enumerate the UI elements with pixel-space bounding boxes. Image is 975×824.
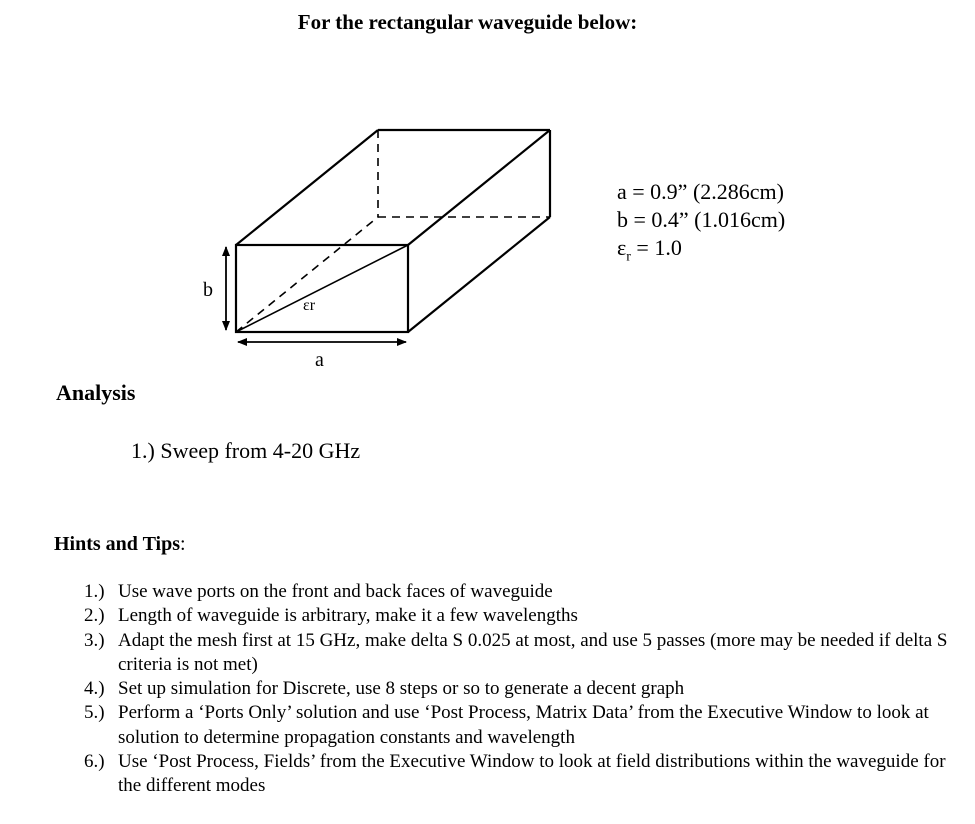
list-item: 5.) Perform a ‘Ports Only’ solution and use ‘Post Process, Matrix Data’ from the Executive Window to look at solution to determine propagation constants and wavelength — [84, 702, 929, 748]
list-item: 4.) Set up simulation for Discrete, use 8 steps or so to generate a decent graph — [84, 678, 685, 700]
diagonal-line — [236, 245, 408, 332]
hidden-edge-depth — [236, 217, 378, 332]
analysis-list — [131, 438, 360, 464]
label-er: εr — [303, 297, 316, 314]
param-er: $\varepsilon_r = 1.0$ — [617, 235, 682, 265]
list-item: 2.) Length of waveguide is arbitrary, make it a few wavelengths — [84, 605, 578, 627]
depth-edge-top-left — [236, 130, 378, 245]
depth-edge-top-right — [408, 130, 550, 245]
param-a: a = 0.9” (2.286cm) — [617, 179, 784, 204]
label-a: a — [315, 349, 324, 371]
list-item: 1.) Sweep from 4-20 GHz — [131, 438, 361, 463]
label-b: b — [203, 279, 213, 301]
list-item: 6.) Use ‘Post Process, Fields’ from the Executive Window to look at field distributions within the waveguide for the different modes — [84, 751, 946, 797]
param-b: b = 0.4” (1.016cm) — [617, 207, 786, 232]
hints-list — [84, 580, 954, 799]
depth-edge-bottom-right — [408, 217, 550, 332]
list-item: 3.) Adapt the mesh first at 15 GHz, make delta S 0.025 at most, and use 5 passes (more may be needed if delta S criteria is not met) — [84, 629, 948, 675]
analysis-heading: Analysis — [56, 380, 136, 405]
list-item: 1.) Use wave ports on the front and back faces of waveguide — [84, 581, 553, 602]
page-title: For the rectangular waveguide below: — [297, 10, 638, 34]
parameter-list — [617, 178, 785, 271]
hints-heading: Hints and Tips: — [54, 533, 186, 555]
